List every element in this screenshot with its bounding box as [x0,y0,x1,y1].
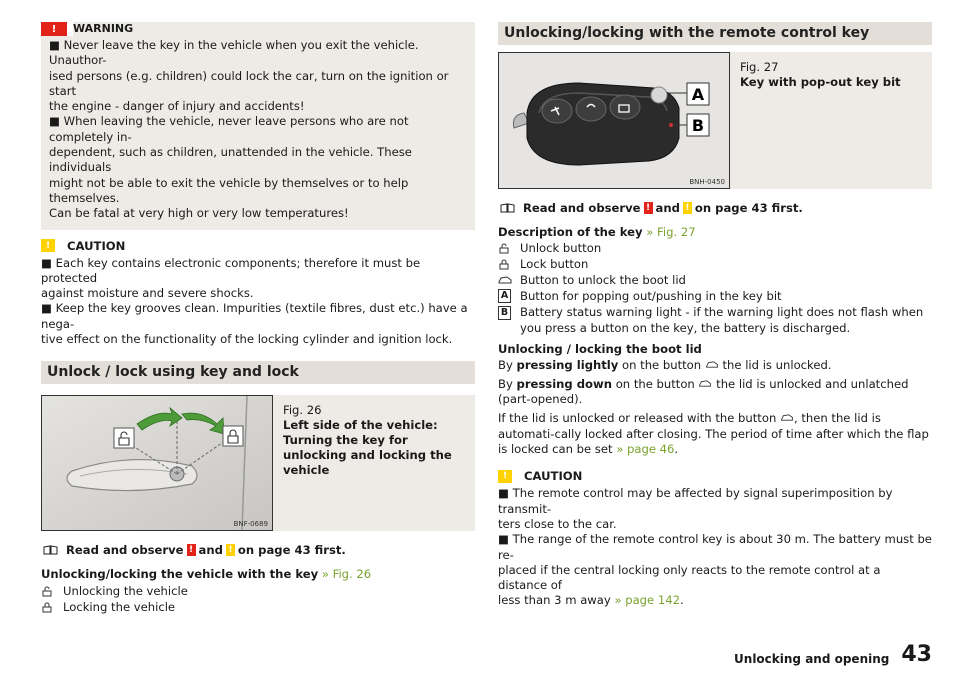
text: By [498,376,513,391]
lock-icon [498,256,520,272]
figure-27 [498,52,932,189]
figure-26 [41,395,475,531]
warning-label: WARNING [73,22,475,36]
caution-line: ters close to the car. [498,516,617,531]
text: By [498,357,513,372]
caution-line: ■ Each key contains electronic components; therefore it must be protected [41,255,421,285]
read-observe [498,201,932,215]
caution-icon: ! [41,239,55,252]
text: If the lid is unlocked or released with the button [498,411,777,426]
caution-header [498,469,932,483]
read-observe [41,543,475,557]
caution-line: ■ The remote control may be affected by signal superimposition by transmit- [498,486,893,516]
caution-line [498,593,932,608]
legend-text: Button for popping out/pushing in the key bit [520,289,782,304]
figure-number: Fig. 27 [740,60,779,74]
caution-ref-icon: ! [226,544,235,556]
subheading-text: Unlocking/locking the vehicle with the key [41,567,319,582]
warning-line: might not be able to exit the vehicle by themselves or to help themselves. [49,175,409,205]
legend-item [41,583,475,599]
door-handle-image [41,395,273,531]
warning-icon: ! [41,22,67,36]
legend-letter-b: B [498,306,511,320]
read-observe-prefix: Read and observe [523,201,641,215]
subheading [41,567,475,582]
caution-line: ■ The range of the remote control key is about 30 m. The battery must be re- [498,532,932,562]
warning-body [41,36,475,222]
page-link[interactable]: » page 142 [614,593,680,608]
unlock-icon [498,240,520,256]
description-heading-text: Description of the key [498,225,643,239]
caution-line: tive effect on the functionality of the locking cylinder and ignition lock. [41,332,453,347]
car-boot-icon [780,411,794,425]
caution-header [41,239,475,253]
boot-paragraph-2 [498,377,932,408]
unlock-icon [41,583,63,599]
legend-item [498,272,932,288]
door-handle-illustration [42,396,272,530]
caution-icon: ! [498,470,512,483]
warning-line: Can be fatal at very high or very low temperatures! [49,206,349,221]
read-observe-and: and [198,543,223,558]
page-footer [734,644,932,666]
figure-code: BNF-0689 [233,520,268,529]
book-icon [500,203,514,213]
section-title: Unlocking/locking with the remote control key [498,22,932,45]
warning-line: ised persons (e.g. children) could lock the car, turn on the ignition or start [49,68,449,98]
text: , then the lid is automati-cally locked after closing. The period of time after which the flap is locked can be set [498,411,929,457]
text: the lid is unlocked and unlatched (part-opened). [498,376,909,407]
warning-ref-icon: ! [187,544,196,556]
car-boot-icon [498,272,520,288]
book-icon [43,545,57,555]
legend-letter-a: A [498,289,511,303]
figure-title: Left side of the vehicle: Turning the key for unlocking and locking the vehicle [283,418,452,478]
warning-line: ■ Never leave the key in the vehicle when you exit the vehicle. Unauthor- [49,38,419,68]
car-boot-icon [698,377,712,391]
figure-title: Key with pop-out key bit [740,75,901,89]
emphasis: pressing lightly [516,357,619,372]
emphasis: pressing down [516,376,612,391]
legend-text: Lock button [520,257,589,272]
warning-box [41,22,475,230]
legend-item [41,599,475,615]
legend-text: Locking the vehicle [63,599,176,614]
text: on the button [615,376,695,391]
boot-button-shape [576,97,606,121]
text: . [674,442,679,457]
text: the lid is unlocked. [722,357,832,372]
caution-label: CAUTION [524,469,583,484]
warning-line: dependent, such as children, unattended in the vehicle. These individuals [49,145,412,175]
unlock-icon [114,428,134,448]
caution-label: CAUTION [67,238,126,253]
page-number: 43 [901,642,932,667]
caution-line: placed if the central locking only reacts to the remote control at a distance of [498,562,881,593]
caution-ref-icon: ! [683,202,692,214]
read-observe-suffix: on page 43 first. [694,201,803,215]
figure-link[interactable]: » Fig. 27 [646,225,696,239]
description-heading [498,225,932,240]
lock-icon [41,599,63,615]
remote-key-illustration [499,53,729,188]
callout-b-label: B [691,116,705,135]
remote-key-image [498,52,730,189]
text: . [680,593,684,608]
warning-header [41,22,475,36]
key-bit-button [651,87,667,103]
legend-text: Unlock button [520,241,602,256]
boot-heading: Unlocking / locking the boot lid [498,342,702,357]
page-link[interactable]: » page 46 [616,442,675,457]
figure-caption [730,52,911,189]
legend-item [498,288,932,304]
caution-line: ■ Keep the key grooves clean. Impurities (textile fibres, dust etc.) have a nega- [41,301,468,331]
read-observe-and: and [655,201,680,215]
legend-item [498,240,932,256]
warning-ref-icon: ! [644,202,653,214]
figure-code: BNH-0450 [689,178,725,186]
legend-item [498,304,932,336]
figure-number: Fig. 26 [283,403,322,418]
boot-paragraph-1 [498,358,932,373]
footer-section: Unlocking and opening [734,652,890,666]
right-column [498,22,932,609]
callout-a-label: A [691,85,705,104]
boot-paragraph-3 [498,411,932,457]
legend-text: Unlocking the vehicle [63,583,188,598]
figure-link[interactable]: » Fig. 26 [321,567,372,582]
battery-warning-light [669,123,673,127]
text: less than 3 m away [498,593,611,608]
warning-line: the engine - danger of injury and accidents! [49,99,305,114]
legend-text: Button to unlock the boot lid [520,273,686,288]
legend-text: Battery status warning light - if the warning light does not flash when you press a button on the key, the battery is discharged. [520,305,924,336]
caution-line: against moisture and severe shocks. [41,286,254,301]
read-observe-suffix: on page 43 first. [237,543,346,558]
lock-icon [223,426,243,446]
read-observe-prefix: Read and observe [66,543,184,558]
figure-caption [273,395,475,531]
legend-item [498,256,932,272]
warning-line: ■ When leaving the vehicle, never leave persons who are not completely in- [49,114,409,144]
lock-button-shape [610,95,640,119]
car-boot-icon [705,358,719,372]
text: on the button [622,357,702,372]
left-column [41,22,475,615]
section-title: Unlock / lock using key and lock [41,361,475,384]
